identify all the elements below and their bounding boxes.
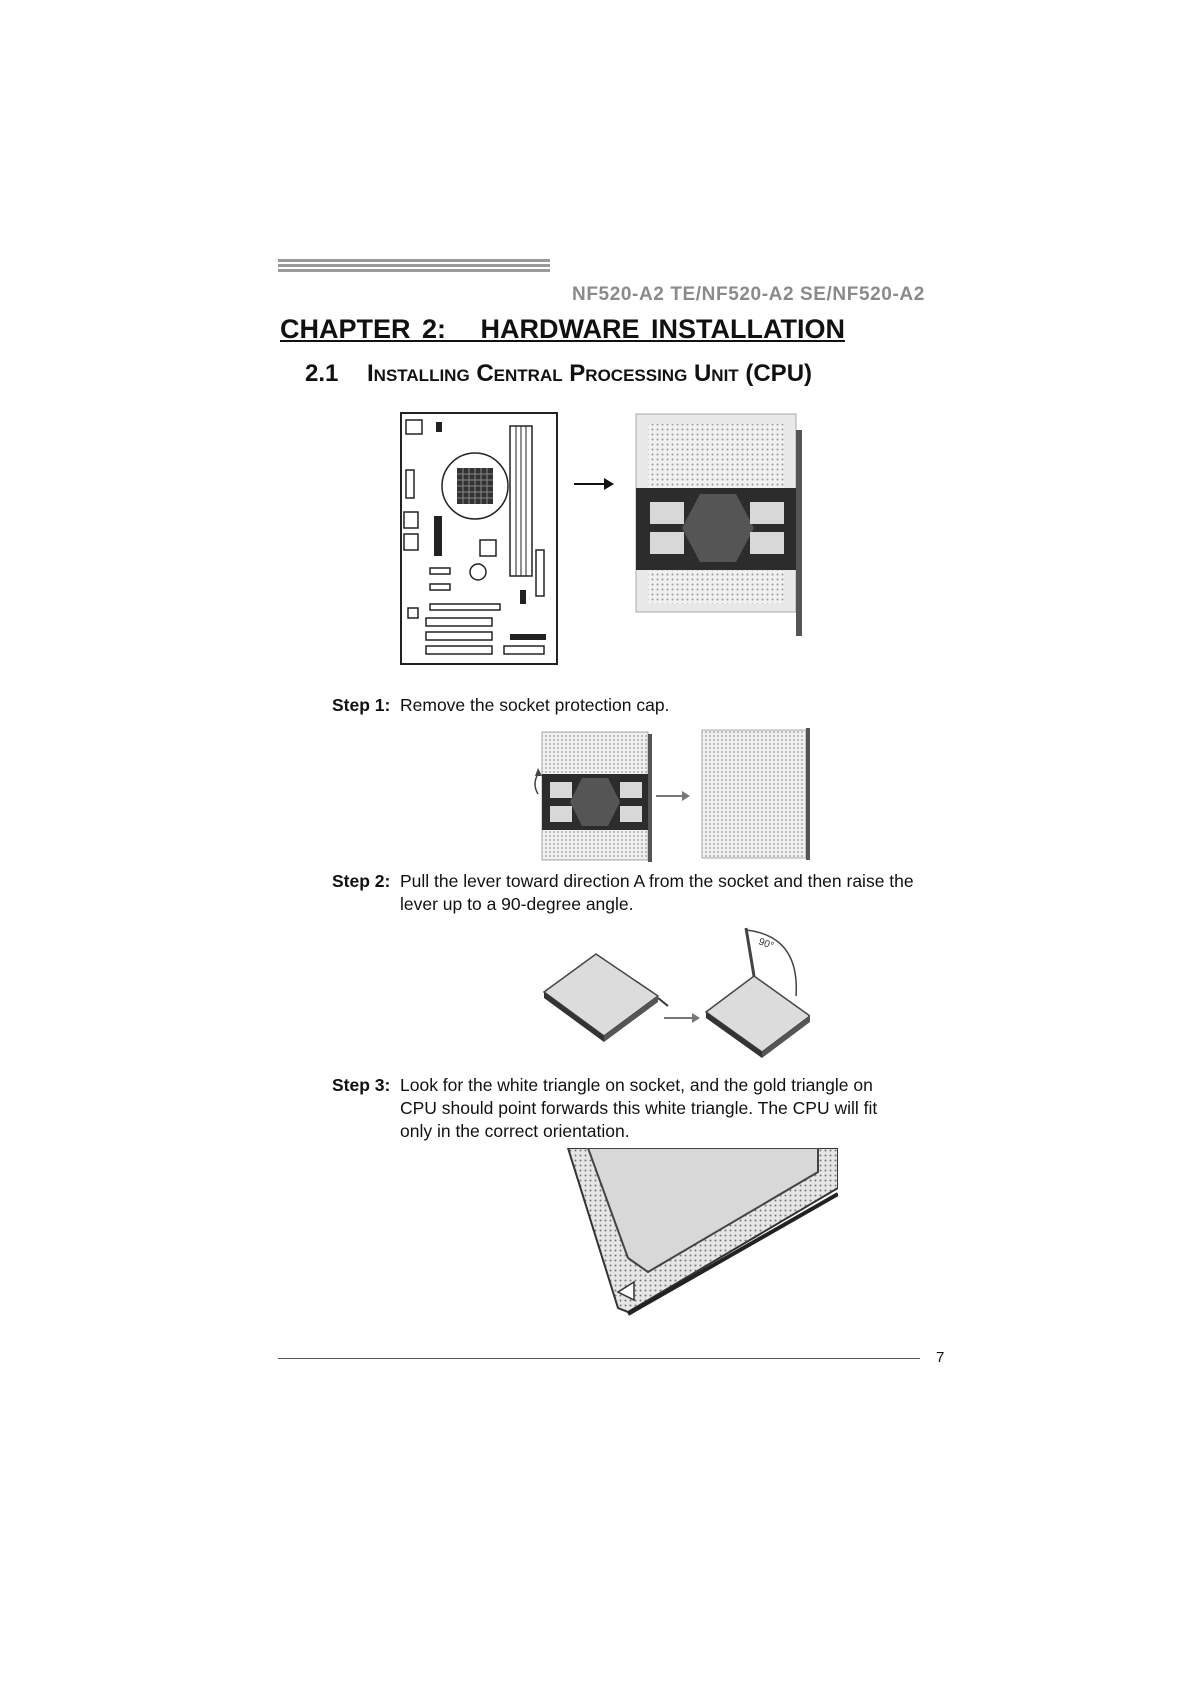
motherboard-socket-figure [400,412,820,666]
step-label: Step 2: [332,871,391,891]
section-heading [305,360,812,388]
section-title: Installing Central Processing Unit (CPU) [367,360,813,387]
cpu-orientation-figure [548,1148,838,1316]
step-label: Step 3: [332,1075,391,1095]
raise-lever-figure [540,926,810,1060]
step-text: Pull the lever toward direction A from the socket and then raise the [400,871,914,891]
header-rule [278,259,550,271]
step-3 [332,1074,877,1143]
socket-lever-closed [544,954,658,1036]
step-text: CPU should point forwards this white triangle. The CPU will fit [400,1098,878,1118]
model-title: NF520-A2 TE/NF520-A2 SE/NF520-A2 [572,284,925,305]
step-text: lever up to a 90-degree angle. [400,894,634,914]
footer-rule [278,1358,920,1359]
socket-lever-raised [706,976,810,1052]
socket-lever [796,430,802,636]
step-label: Step 1: [332,695,391,715]
chapter-title: CHAPTER 2: HARDWARE INSTALLATION [280,314,845,344]
section-number: 2.1 [305,360,339,387]
step-text: only in the correct orientation. [400,1121,630,1141]
step-2 [332,870,914,916]
step-1 [332,694,669,717]
angle-label: 90° [756,936,775,952]
lever-arm [746,928,754,976]
remove-cap-figure [528,726,814,862]
step-text: Look for the white triangle on socket, and the gold triangle on [400,1075,873,1095]
page-number: 7 [936,1349,945,1366]
lift-arrow [535,774,538,794]
step-text: Remove the socket protection cap. [400,695,670,715]
uncapped-socket-photo [702,730,806,858]
